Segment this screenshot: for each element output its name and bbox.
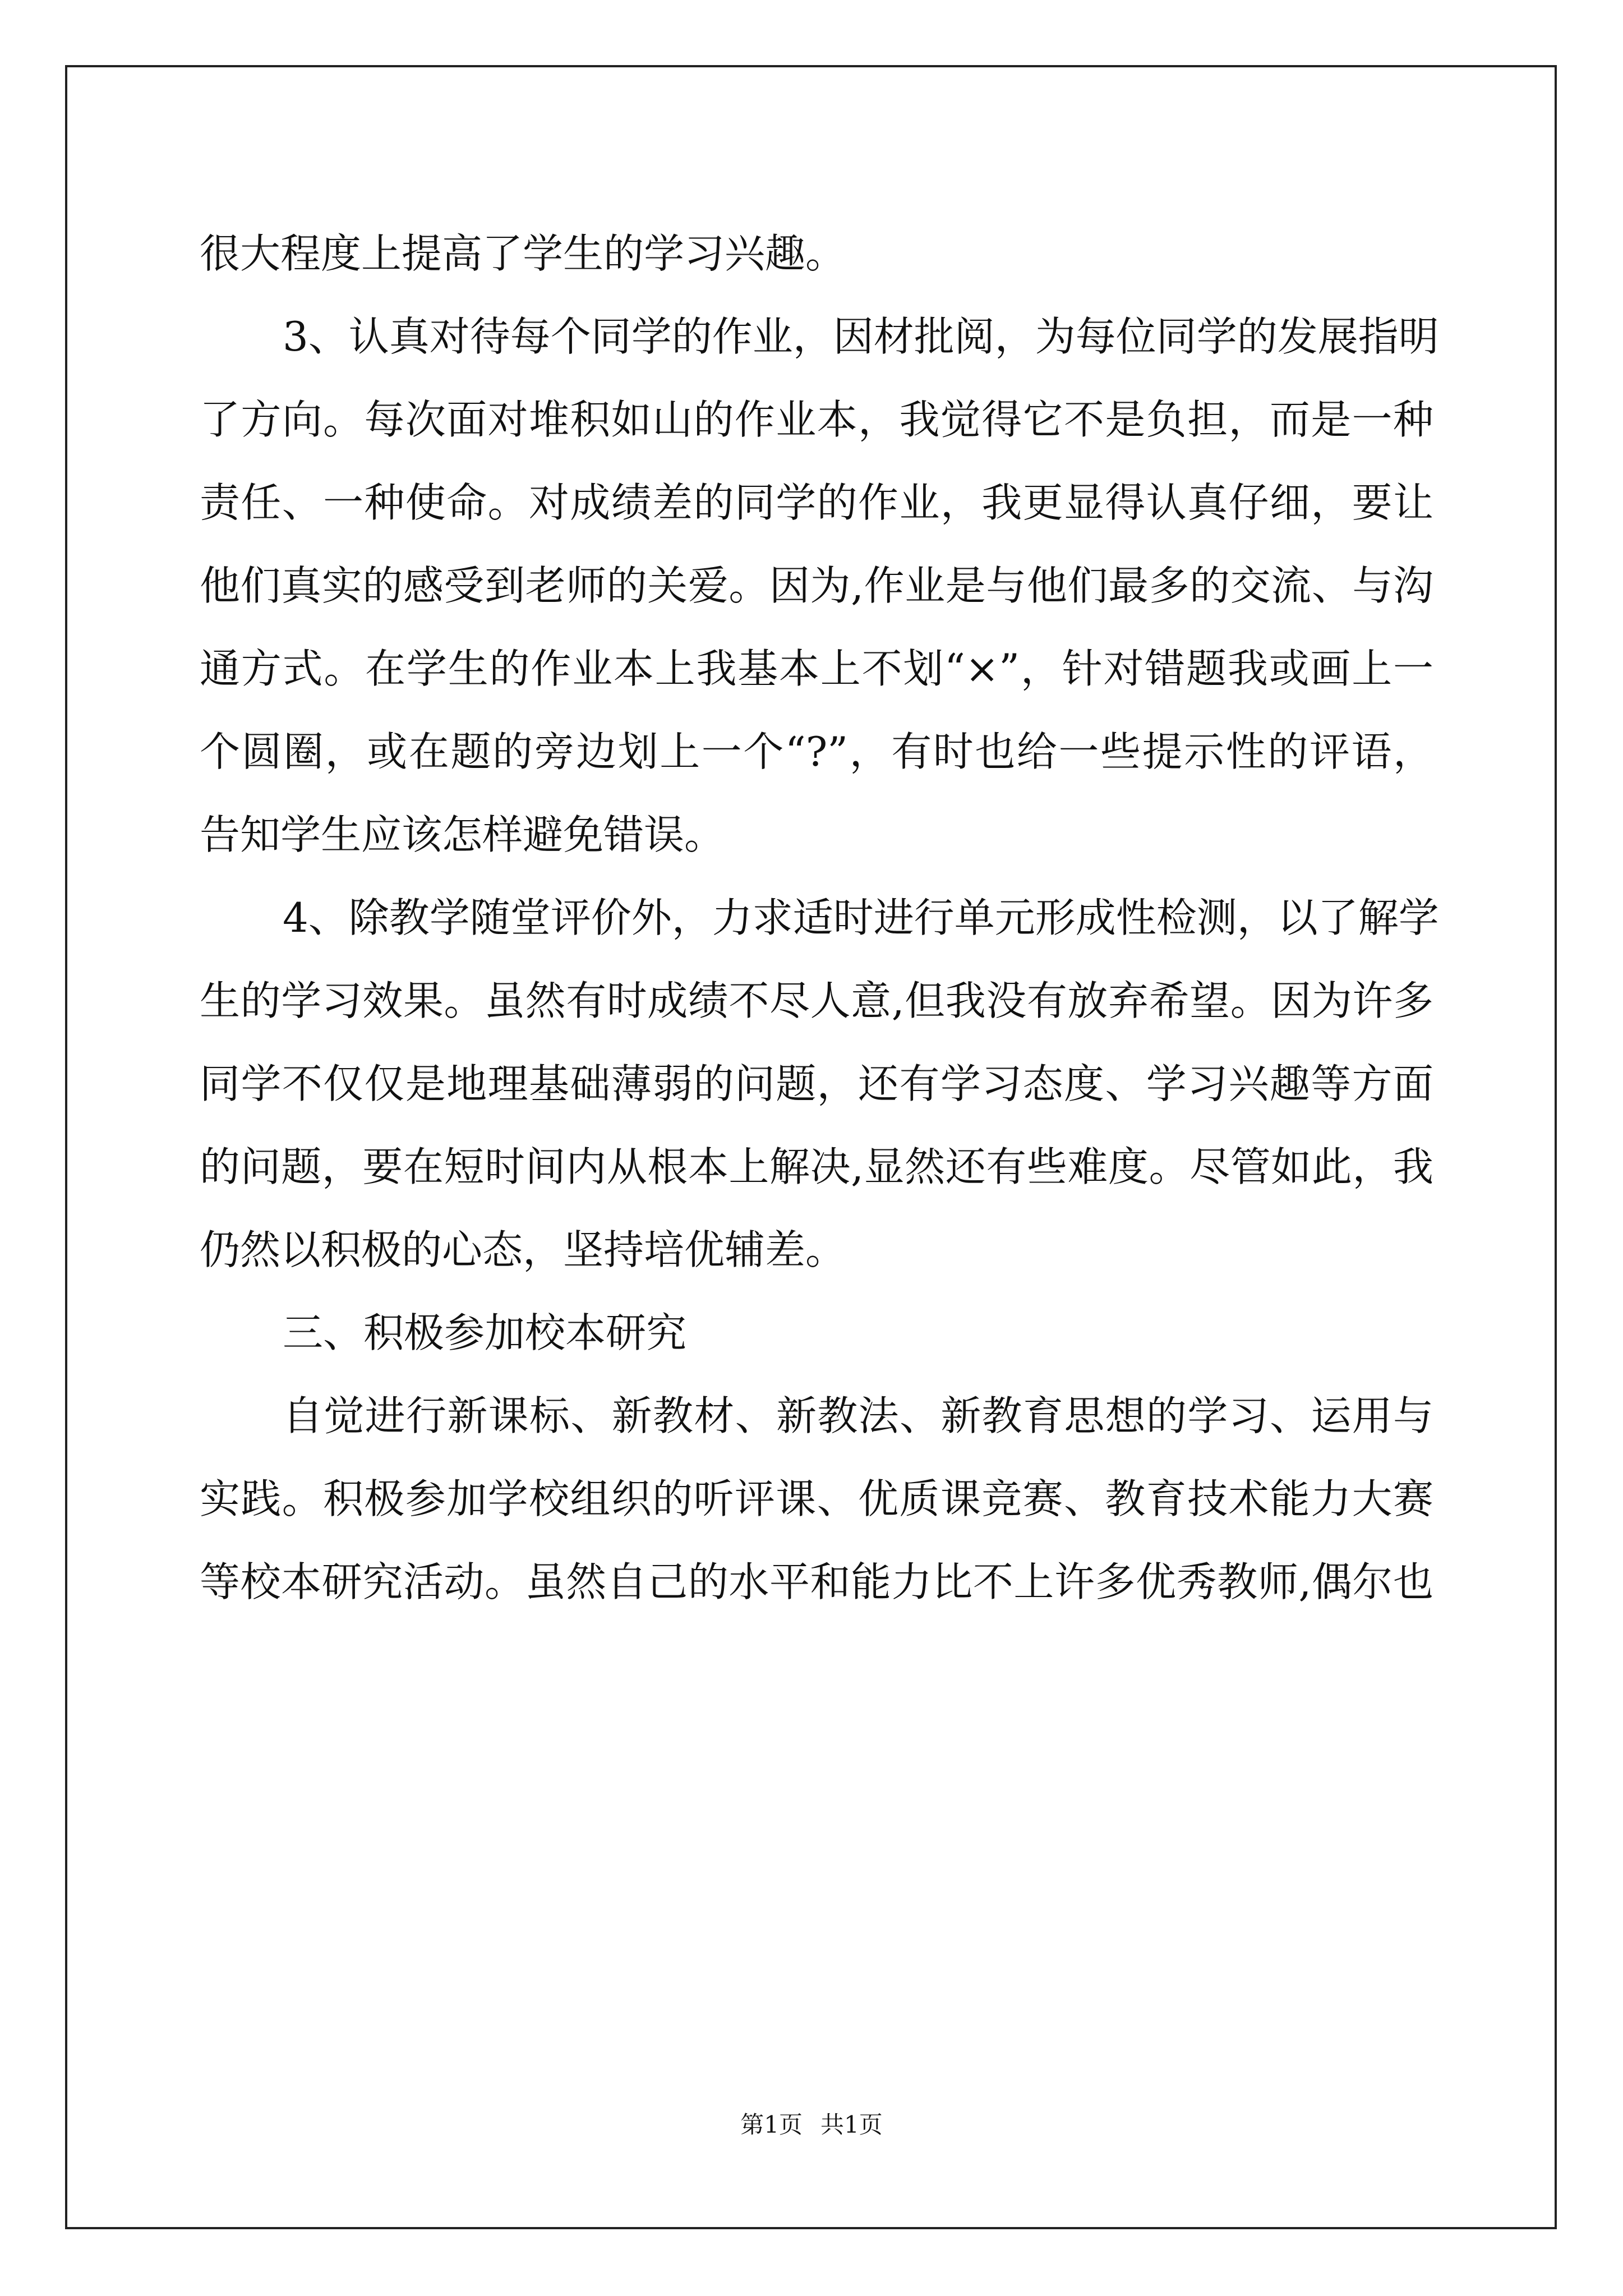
text-line: 了方向。每次面对堆积如山的作业本，我觉得它不是负担，而是一种 <box>200 396 1433 443</box>
text-line: 告知学生应该怎样避免错误。 <box>200 811 725 858</box>
text-line: 通方式。在学生的作业本上我基本上不划“×”，针对错题我或画上一 <box>200 645 1433 692</box>
text-line: 4、除教学随堂评价外，力求适时进行单元形成性检测，以了解学 <box>283 894 1439 941</box>
text-line: 等校本研究活动。虽然自己的水平和能力比不上许多优秀教师,偶尔也 <box>200 1558 1433 1605</box>
text-line: 3、认真对待每个同学的作业，因材批阅，为每位同学的发展指明 <box>283 313 1439 360</box>
page-number: 第1页 <box>740 2111 803 2138</box>
text-line: 责任、一种使命。对成绩差的同学的作业，我更显得认真仔细，要让 <box>200 479 1433 526</box>
section-heading: 三、积极参加校本研究 <box>283 1309 687 1356</box>
text-line: 仍然以积极的心态，坚持培优辅差。 <box>200 1226 846 1273</box>
page-total: 共1页 <box>820 2111 883 2138</box>
text-line: 实践。积极参加学校组织的听评课、优质课竞赛、教育技术能力大赛 <box>200 1475 1433 1522</box>
text-line: 的问题，要在短时间内从根本上解决,显然还有些难度。尽管如此，我 <box>200 1143 1433 1190</box>
document-body <box>200 212 1439 1623</box>
text-line: 生的学习效果。虽然有时成绩不尽人意,但我没有放弃希望。因为许多 <box>200 977 1433 1024</box>
text-line: 个圆圈，或在题的旁边划上一个“?”，有时也给一些提示性的评语， <box>200 728 1433 775</box>
page-footer <box>0 2108 1623 2142</box>
text-line: 同学不仅仅是地理基础薄弱的问题，还有学习态度、学习兴趣等方面 <box>200 1060 1433 1107</box>
text-line: 自觉进行新课标、新教材、新教法、新教育思想的学习、运用与 <box>283 1392 1433 1439</box>
text-line: 他们真实的感受到老师的关爱。因为,作业是与他们最多的交流、与沟 <box>200 562 1433 609</box>
text-line: 很大程度上提高了学生的学习兴趣。 <box>200 230 846 277</box>
